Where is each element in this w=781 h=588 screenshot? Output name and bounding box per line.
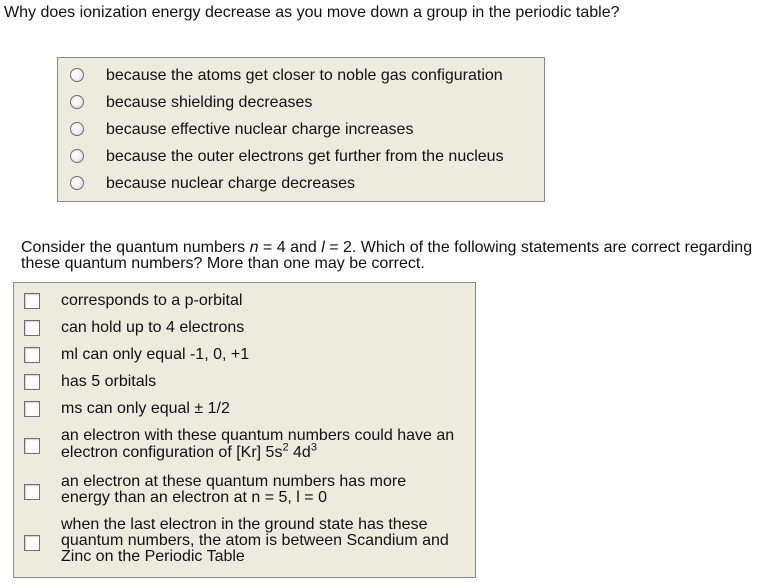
option-label: corresponds to a p-orbital [61,292,243,309]
option-label: because the outer electrons get further from the nucleus [106,148,504,165]
checkbox[interactable] [24,347,40,363]
option-label-line: an electron with these quantum numbers could have an [61,427,455,444]
radio-option-5[interactable] [58,171,544,198]
option-label: because effective nuclear charge increases [106,121,414,138]
checkbox-option-4[interactable] [14,369,475,396]
option-label-line: energy than an electron at n = 5, l = 0 [61,489,327,506]
question-2-options-panel [13,282,476,578]
option-label-line [61,441,471,461]
radio-option-2[interactable] [58,90,544,117]
question-1-text: Why does ionization energy decrease as you move down a group in the periodic table? [4,4,620,21]
question-2-text-part: = 2. Which of the following statements are correct regarding [324,239,753,256]
question-2-text [21,240,779,272]
option-label-part: 4d [288,444,311,461]
radio-button[interactable] [70,149,84,163]
superscript: 2 [282,441,289,454]
option-label: ml can only equal -1, 0, +1 [61,346,250,363]
question-1-options-panel [57,57,545,202]
radio-option-4[interactable] [58,144,544,171]
radio-button[interactable] [70,122,84,136]
quantum-number-n-symbol: n [249,239,259,256]
option-label [61,474,471,506]
option-label: ms can only equal ± 1/2 [61,400,230,417]
checkbox-option-1[interactable] [14,288,475,315]
radio-button[interactable] [70,176,84,190]
option-label: has 5 orbitals [61,373,157,390]
checkbox[interactable] [24,320,40,336]
option-label-part: electron configuration of [Kr] 5s [61,444,283,461]
option-label: because the atoms get closer to noble gas configuration [106,67,503,84]
option-label-line: quantum numbers, the atom is between Scandium and [61,532,449,549]
option-label-line: when the last electron in the ground state has these [61,516,428,533]
radio-option-1[interactable] [58,63,544,90]
superscript: 3 [310,441,317,454]
checkbox[interactable] [24,374,40,390]
radio-option-3[interactable] [58,117,544,144]
checkbox-option-2[interactable] [14,315,475,342]
option-label: can hold up to 4 electrons [61,319,245,336]
checkbox[interactable] [24,484,40,500]
checkbox[interactable] [24,293,40,309]
checkbox-option-5[interactable] [14,396,475,423]
option-label [61,517,471,565]
option-label-line: Zinc on the Periodic Table [61,548,245,565]
checkbox-option-8[interactable] [14,515,475,575]
option-label [61,427,471,461]
checkbox[interactable] [24,438,40,454]
question-2-text-part: = 4 and [258,239,322,256]
option-label-line: an electron at these quantum numbers has more [61,473,407,490]
question-2-line-1 [21,240,779,256]
checkbox[interactable] [24,535,40,551]
checkbox-option-6[interactable] [14,423,475,469]
radio-button[interactable] [70,95,84,109]
question-2-line-2: these quantum numbers? More than one may be correct. [21,255,425,272]
checkbox-option-3[interactable] [14,342,475,369]
radio-button[interactable] [70,68,84,82]
option-label: because shielding decreases [106,94,313,111]
checkbox-option-7[interactable] [14,470,475,514]
quantum-number-l-symbol: l [321,239,325,256]
question-2-text-part: Consider the quantum numbers [21,239,250,256]
checkbox[interactable] [24,401,40,417]
option-label: because nuclear charge decreases [106,175,356,192]
